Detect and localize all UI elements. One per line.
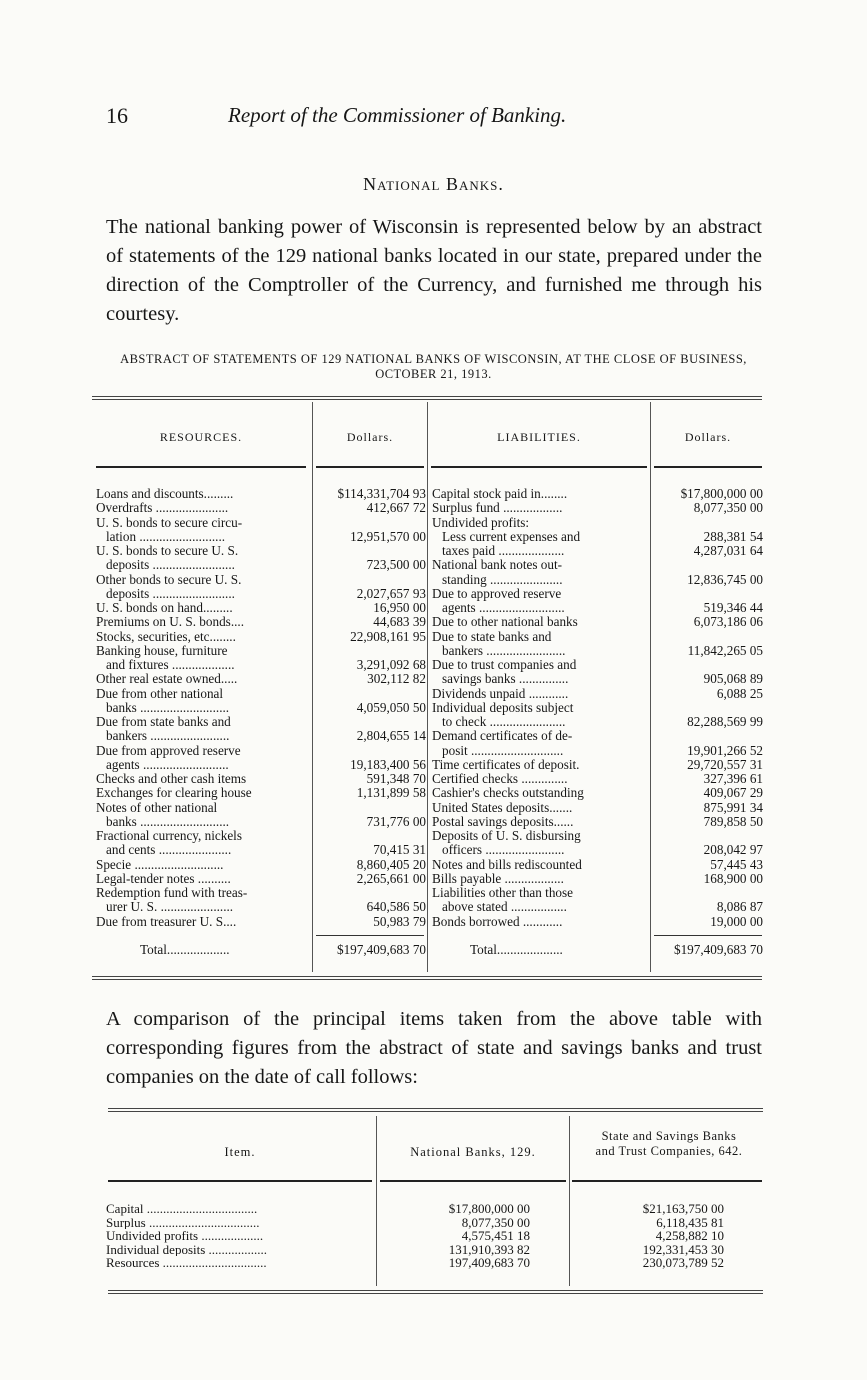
resource-value: 640,586 50 [366, 900, 426, 915]
header-rule [654, 466, 762, 468]
resource-value: 3,291,092 68 [356, 658, 426, 672]
resource-label: U. S. bonds to secure circu- [96, 515, 243, 530]
liability-value: 19,901,266 52 [687, 743, 763, 758]
table-caption: ABSTRACT OF STATEMENTS OF 129 NATIONAL BANKS OF WISCONSIN, AT THE CLOSE OF BUSINESS, OCTOBER 21, 1913. [120, 352, 747, 381]
resource-value: 22,908,161 95 [350, 629, 426, 644]
page-number: 16 [106, 103, 128, 128]
liability-label: Bills payable .................. [432, 871, 564, 886]
column-divider [427, 402, 428, 972]
resource-label: Other real estate owned..... [96, 672, 238, 687]
liability-label: Time certificates of deposit. [432, 757, 580, 772]
resource-value: $114,331,704 93 [337, 487, 426, 501]
liability-value: 905,068 89 [703, 672, 763, 687]
total-label-2: Total.................... [470, 942, 563, 957]
liability-label: bankers ........................ [442, 643, 566, 658]
resource-value: 2,804,655 14 [356, 729, 426, 744]
liability-label: Individual deposits subject [432, 700, 574, 715]
national-header: National Banks, 129. [410, 1145, 536, 1159]
liability-label: United States deposits....... [432, 800, 573, 815]
resource-label: Overdrafts ...................... [96, 501, 229, 516]
resource-value [314, 516, 426, 530]
liability-label: taxes paid .................... [442, 544, 565, 558]
resource-label: U. S. bonds to secure U. S. [96, 544, 239, 558]
liability-label: savings banks ............... [442, 672, 569, 687]
resource-value [314, 544, 426, 558]
liability-value [652, 886, 763, 900]
liability-value: 57,445 43 [710, 857, 763, 872]
liability-value [652, 658, 763, 672]
resource-value [314, 886, 426, 900]
liability-value: 12,836,745 00 [687, 572, 763, 587]
liability-label: Surplus fund .................. [432, 501, 563, 516]
resource-value: 50,983 79 [373, 914, 426, 929]
resource-value: 16,950 00 [373, 601, 426, 615]
comparison-national-value: $17,800,000 00 [448, 1202, 530, 1216]
comparison-item: Resources ................................ [106, 1256, 267, 1270]
liabilities-header: LIABILITIES. [497, 430, 581, 444]
comparison-divider [569, 1116, 570, 1286]
liability-value: 168,900 00 [703, 871, 763, 886]
comparison-header-rule [380, 1180, 566, 1182]
resource-value [314, 715, 426, 729]
intro-paragraph: The national banking power of Wisconsin is represented below by an abstract of statements of the 129 national banks located in our state, prepared under the direction of the Comptroller of the Currency, and furnished me through his courtesy. [106, 216, 762, 325]
resource-label: Fractional currency, nickels [96, 829, 242, 843]
resource-label: and fixtures ................... [106, 658, 235, 672]
table-bottom-rule [92, 976, 762, 980]
liability-value [652, 587, 763, 601]
resource-value: 2,027,657 93 [356, 586, 426, 601]
comparison-state-value: 6,118,435 81 [656, 1215, 724, 1230]
liability-value: 8,077,350 00 [693, 501, 763, 516]
liability-label: Certified checks .............. [432, 772, 568, 786]
liability-label: National bank notes out- [432, 558, 563, 573]
liability-value: 8,086 87 [716, 900, 763, 915]
liability-label: Due to approved reserve [432, 586, 562, 601]
resource-value: 731,776 00 [366, 814, 426, 829]
liability-value [652, 729, 763, 743]
header-rule [316, 466, 424, 468]
comparison-top-rule [108, 1108, 763, 1112]
resources-values [314, 487, 426, 929]
liability-label: Capital stock paid in........ [432, 487, 568, 501]
comparison-items [106, 1202, 372, 1270]
comparison-item: Capital .................................. [106, 1202, 258, 1216]
comparison-header-rule [108, 1180, 372, 1182]
liability-label: Dividends unpaid ............ [432, 686, 569, 701]
resource-value [314, 687, 426, 701]
header-rule [431, 466, 647, 468]
state-header-line2: and Trust Companies, 642. [595, 1144, 743, 1158]
resource-value: 4,059,050 50 [356, 700, 426, 715]
liability-label: Liabilities other than those [432, 886, 573, 900]
liability-value: 208,042 97 [703, 843, 763, 858]
resource-label: Redemption fund with treas- [96, 886, 248, 900]
liability-label: Bonds borrowed ............ [432, 914, 563, 929]
resource-value: 70,415 31 [373, 843, 426, 858]
resource-label: deposits ......................... [106, 558, 235, 573]
total-label: Total................... [140, 942, 230, 957]
resource-label: lation .......................... [106, 529, 226, 544]
resource-label: Due from other national [96, 686, 224, 701]
resources-labels [96, 487, 310, 929]
liability-value: 288,381 54 [703, 529, 763, 544]
resource-label: deposits ......................... [106, 586, 235, 601]
comparison-national-value: 4,575,451 18 [461, 1229, 530, 1243]
resource-label: Other bonds to secure U. S. [96, 572, 242, 587]
section-title: National Banks. [363, 174, 504, 194]
resource-label: Banking house, furniture [96, 643, 228, 658]
comparison-item: Surplus .................................. [106, 1215, 260, 1230]
liability-value: 19,000 00 [710, 914, 763, 929]
comparison-state-value: 192,331,453 30 [642, 1242, 724, 1257]
resources-header: RESOURCES. [159, 430, 243, 444]
comparison-national-values [380, 1202, 530, 1270]
liability-label: Undivided profits: [432, 515, 530, 530]
liability-label: above stated ................. [442, 900, 567, 915]
resource-value: 2,265,661 00 [356, 871, 426, 886]
liability-value: 327,396 61 [703, 772, 763, 786]
resource-value: 8,860,405 20 [356, 857, 426, 872]
total-resources: $197,409,683 70 [336, 942, 426, 957]
resource-value [314, 801, 426, 815]
comparison-paragraph: A comparison of the principal items taken from the above table with corresponding figures from the abstract of state and savings banks and trust companies on the date of call follows: [106, 1008, 762, 1088]
resource-value: 12,951,570 00 [350, 529, 426, 544]
liability-label: officers ........................ [442, 843, 565, 858]
comparison-bottom-rule [108, 1290, 763, 1294]
liability-label: to check ....................... [442, 715, 566, 729]
dollars-header: Dollars. [346, 430, 394, 444]
liability-label: standing ...................... [442, 572, 563, 587]
liability-value [652, 558, 763, 572]
total-rule [316, 935, 424, 936]
liability-label: Due to state banks and [432, 629, 552, 644]
resource-label: U. S. bonds on hand......... [96, 601, 233, 615]
resource-label: banks ........................... [106, 814, 230, 829]
column-divider [312, 402, 313, 972]
liability-label: Notes and bills rediscounted [432, 857, 582, 872]
liability-label: Postal savings deposits...... [432, 814, 574, 829]
resource-value: 412,667 72 [366, 501, 426, 516]
resource-value: 19,183,400 56 [350, 757, 426, 772]
resource-value [314, 829, 426, 843]
liability-label: agents .......................... [442, 601, 565, 615]
liability-value: 789,858 50 [703, 814, 763, 829]
liability-value [652, 829, 763, 843]
liability-label: Demand certificates of de- [432, 729, 573, 744]
liability-label: Due to trust companies and [432, 658, 577, 672]
liability-value: 82,288,569 99 [687, 715, 763, 729]
liabilities-labels [432, 487, 648, 929]
comparison-item: Individual deposits .................. [106, 1242, 268, 1257]
resource-label: urer U. S. ...................... [106, 900, 234, 915]
liability-value: 6,088 25 [716, 686, 763, 701]
resource-label: Due from approved reserve [96, 743, 241, 758]
comparison-state-values [572, 1202, 724, 1270]
resource-label: and cents ...................... [106, 843, 232, 858]
liability-value: 11,842,265 05 [687, 643, 763, 658]
resource-label: agents .......................... [106, 757, 229, 772]
liability-value [652, 516, 763, 530]
liability-value: 875,991 34 [703, 800, 763, 815]
liability-value: 6,073,186 06 [693, 615, 763, 630]
comparison-state-value: 4,258,882 10 [655, 1229, 724, 1243]
liability-label: Deposits of U. S. disbursing [432, 829, 581, 843]
liability-label: posit ............................ [442, 743, 564, 758]
liability-label: Due to other national banks [432, 615, 578, 630]
resource-value: 1,131,899 58 [356, 786, 426, 801]
resource-value: 591,348 70 [366, 772, 426, 786]
table-top-rule [92, 396, 762, 400]
comparison-state-value: 230,073,789 52 [642, 1256, 724, 1270]
liability-value: 409,067 29 [703, 786, 763, 801]
comparison-header-rule [572, 1180, 762, 1182]
resource-label: Premiums on U. S. bonds.... [96, 615, 245, 630]
resource-label: Specie ........................... [96, 857, 224, 872]
total-rule [654, 935, 762, 936]
item-header: Item. [224, 1145, 256, 1159]
resource-value [314, 644, 426, 658]
state-header-line1: State and Savings Banks [601, 1129, 737, 1143]
liability-label: Cashier's checks outstanding [432, 786, 584, 801]
comparison-state-value: $21,163,750 00 [642, 1202, 724, 1216]
resource-label: bankers ........................ [106, 729, 230, 744]
resource-label: Due from state banks and [96, 715, 231, 729]
liability-value [652, 701, 763, 715]
running-title: Report of the Commissioner of Banking. [228, 103, 567, 127]
resource-label: banks ........................... [106, 700, 230, 715]
liabilities-values [652, 487, 763, 929]
comparison-national-value: 197,409,683 70 [448, 1256, 530, 1270]
header-rule [96, 466, 306, 468]
resource-value: 302,112 82 [367, 672, 426, 687]
liability-value [652, 630, 763, 644]
resource-value [314, 573, 426, 587]
total-liabilities: $197,409,683 70 [673, 942, 763, 957]
liability-value: 29,720,557 31 [687, 757, 763, 772]
resource-label: Notes of other national [96, 800, 218, 815]
liability-value: 4,287,031 64 [693, 544, 763, 558]
resource-label: Checks and other cash items [96, 772, 247, 786]
comparison-divider [376, 1116, 377, 1286]
comparison-item: Undivided profits ................... [106, 1229, 264, 1243]
dollars-header-2: Dollars. [684, 430, 732, 444]
liability-label: Less current expenses and [442, 529, 581, 544]
resource-label: Legal-tender notes .......... [96, 871, 231, 886]
resource-label: Loans and discounts......... [96, 487, 234, 501]
column-divider [650, 402, 651, 972]
liability-value: $17,800,000 00 [680, 487, 763, 501]
liability-value: 519,346 44 [703, 601, 763, 615]
resource-label: Due from treasurer U. S.... [96, 914, 237, 929]
comparison-national-value: 8,077,350 00 [461, 1215, 530, 1230]
resource-value: 44,683 39 [373, 615, 426, 630]
comparison-national-value: 131,910,393 82 [448, 1242, 530, 1257]
resource-label: Stocks, securities, etc........ [96, 629, 236, 644]
resource-value [314, 744, 426, 758]
resource-label: Exchanges for clearing house [96, 786, 252, 801]
resource-value: 723,500 00 [366, 558, 426, 573]
